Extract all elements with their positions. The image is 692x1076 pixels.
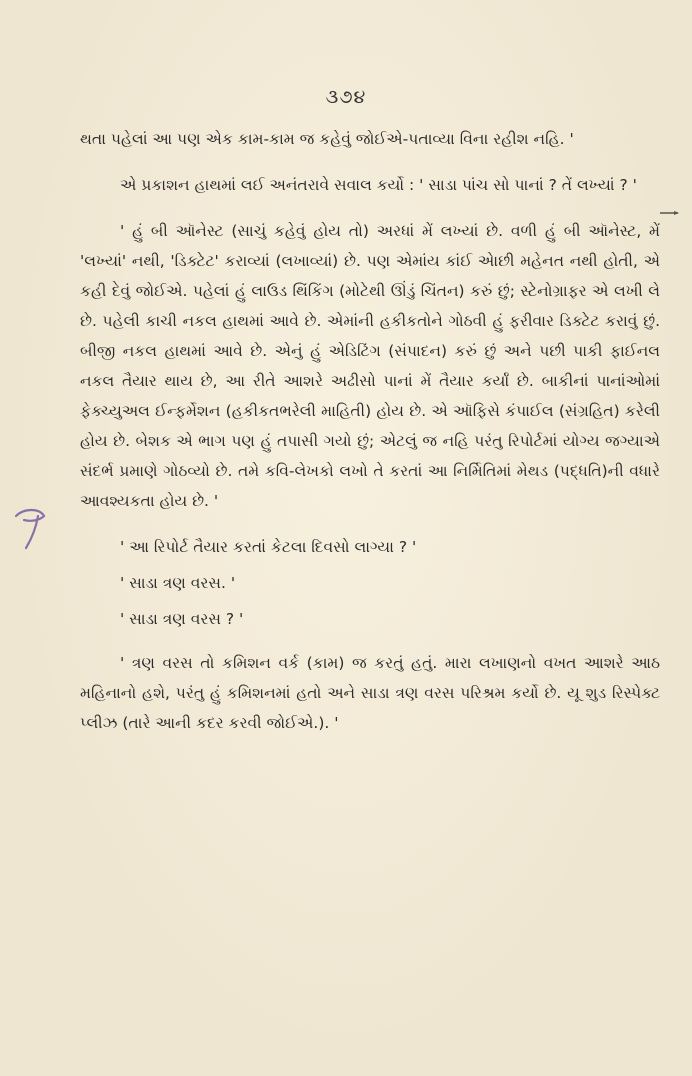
paragraph-3: ' હું બી ઑનેસ્ટ (સાચું કહેવું હોય તો) અરધાં મેં લખ્યાં છે. વળી હું બી ઑનેસ્ટ, મેં 'લખ્યાં' નથી, 'ડિક્ટેટ' કરાવ્યાં (લખાવ્યાં) છે. પણ એમાંય કાંઈ એાછી મહેનત નથી હોતી, એ કહી દેવું જોઈએ. પહેલાં હું લાઉડ થિંકિંગ (મોટેથી ઊંડું ચિંતન) કરું છું; સ્ટેનોગ્રાફર એ લખી લે છે. પહેલી કાચી નકલ હાથમાં આવે છે. એમાંની હકીકતોને ગોઠવી હું ફરીવાર ડિક્ટેટ કરાવું છું. બીજી નકલ હાથમાં આવે છે. એનું હું એડિટિંગ (સંપાદન) કરું છું અને પછી પાકી ફાઈનલ નકલ તૈયાર થાય છે, આ રીતે આશરે અઢીસો પાનાં મેં તૈયાર કર્યાં છે. બાકીનાં પાનાંઓમાં ફેક્ચ્યુઅલ ઈન્ફર્મેશન (હકીકતભરેલી માહિતી) હોય છે. એ ઑફિસે કંપાઈલ (સંગ્રહિત) કરેલી હોય છે. બેશક એ ભાગ પણ હું તપાસી ગયો છું; એટલું જ નહિ પરંતુ રિપોર્ટમાં યોગ્ય જગ્યાએ સંદર્ભ પ્રમાણે ગોઠવ્યો છે. તમે કવિ-લેખકો લખો તે કરતાં આ નિર્મિતિમાં મેથડ (પદ્ધતિ)ની વધારે આવશ્યકતા હોય છે. ' (80, 222, 661, 510)
page-number: ૩૭૪ (325, 86, 367, 108)
stray-ink-mark (660, 210, 680, 216)
dialog-line-3: ' સાડા ત્રણ વરસ ? ' (120, 610, 244, 628)
paragraph-7: ' ત્રણ વરસ તો કમિશન વર્ક (કામ) જ કરતું હતું. મારા લખાણનો વખત આશરે આઠ મહિનાનો હશે, પરંતુ હું કમિશનમાં હતો અને સાડા ત્રણ વરસ પરિશ્રમ કર્યો છે. યૂ શુડ રિસ્પેક્ટ પ્લીઝ (તારે આની કદર કરવી જોઈએ.). ' (80, 654, 660, 732)
paragraph-1: થતા પહેલાં આ પણ એક કામ-કામ જ કહેવું જોઈએ-પતાવ્યા વિના રહીશ નહિ. ' (80, 130, 574, 148)
dialog-line-2: ' સાડા ત્રણ વરસ. ' (120, 574, 236, 592)
body-text (80, 124, 660, 754)
paragraph-2: એ પ્રકાશન હાથમાં લઈ અનંતરાવે સવાલ કર્યો : ' સાડા પાંચ સો પાનાં ? તેં લખ્યાં ? ' (120, 176, 637, 194)
dialog-line-1: ' આ રિપોર્ટ તૈયાર કરતાં કેટલા દિવસો લાગ્યા ? ' (120, 538, 417, 556)
margin-pencil-mark (10, 502, 50, 552)
